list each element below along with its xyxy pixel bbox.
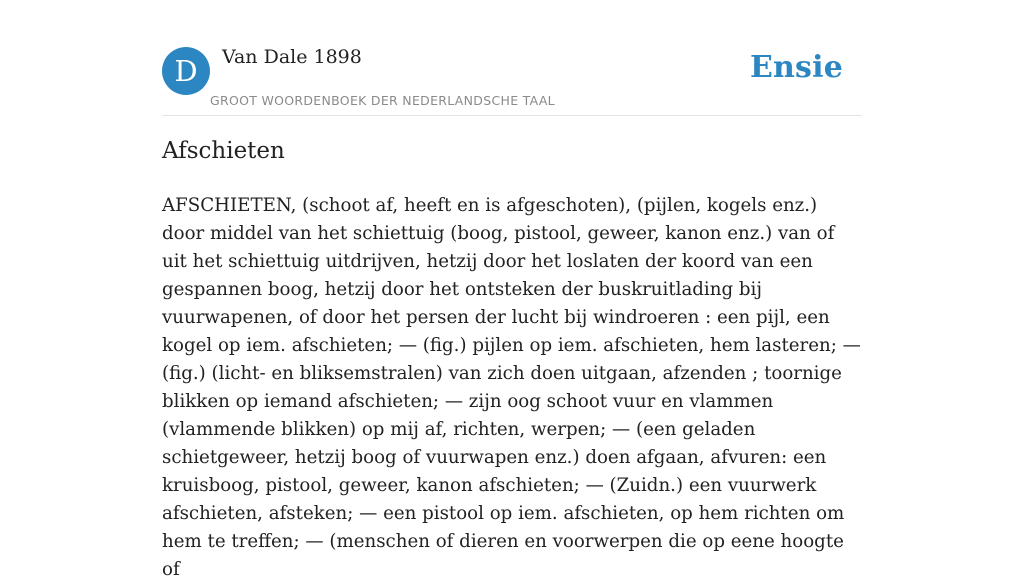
source-subtitle: GROOT WOORDENBOEK DER NEDERLANDSCHE TAAL [210, 93, 555, 108]
logo-letter: D [174, 54, 198, 88]
dictionary-header [162, 0, 862, 116]
source-title[interactable]: Van Dale 1898 [222, 46, 362, 68]
entry-title: Afschieten [162, 138, 285, 164]
brand-logo-link[interactable]: Ensie [749, 50, 843, 85]
page [162, 0, 862, 580]
entry-definition: AFSCHIETEN, (schoot af, heeft en is afgeschoten), (pijlen, kogels enz.) door middel van het schiettuig (boog, pistool, geweer, kanon enz.) van of uit het schiettuig uitdrijven, hetzij door het loslaten der koord van een gespannen boog, hetzij door het ontsteken der buskruitlading bij vuurwapenen, of door het persen der lucht bij windroeren : een pijl, een kogel op iem. afschieten; — (fig.) pijlen op iem. afschieten, hem lasteren; — (fig.) (licht- en bliksemstralen) van zich doen uitgaan, afzenden ; toornige blikken op iemand afschieten; — zijn oog schoot vuur en vlammen (vlammende blikken) op mij af, richten, werpen; — (een geladen schietgeweer, hetzij boog of vuurwapen enz.) doen afgaan, afvuren: een kruisboog, pistool, geweer, kanon afschieten; — (Zuidn.) een vuurwerk afschieten, afsteken; — een pistool op iem. afschieten, op hem richten om hem te treffen; — (menschen of dieren en voorwerpen die op eene hoogte of [162, 195, 861, 580]
dictionary-logo-icon[interactable] [162, 47, 210, 95]
